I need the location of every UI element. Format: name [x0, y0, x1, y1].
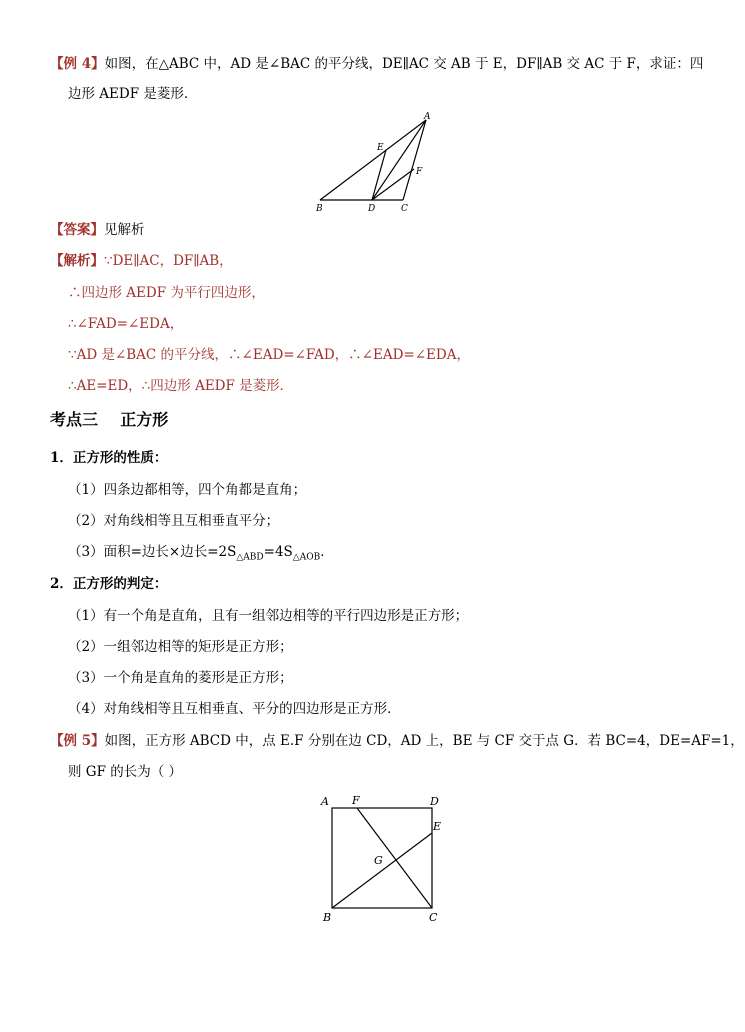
- judgement-3: （3）一个角是直角的菱形是正方形；: [68, 670, 293, 686]
- property-1: （1）四条边都相等，四个角都是直角；: [68, 482, 307, 498]
- example-4-line-1: [50, 54, 703, 74]
- answer-tag: 【答案】: [50, 222, 104, 238]
- section-title: 考点三 正方形: [50, 410, 169, 429]
- analysis-line-2: ∴四边形 AEDF 为平行四边形，: [68, 285, 265, 301]
- label-f: F: [416, 167, 423, 177]
- property-3-end: ．: [320, 544, 334, 560]
- example-5-line-1: [50, 731, 744, 751]
- answer-line: [50, 220, 145, 240]
- analysis-line-3: ∴∠FAD=∠EDA，: [68, 316, 184, 332]
- analysis-line-4: ∵AD 是∠BAC 的平分线，∴∠EAD=∠FAD，∴∠EAD=∠EDA，: [68, 347, 470, 363]
- label-f: F: [352, 794, 360, 807]
- properties-heading: 1．正方形的性质：: [50, 450, 168, 466]
- example-5-text-1: 如图，正方形 ABCD 中，点 E.F 分别在边 CD，AD 上，BE 与 CF 交于点 G．若 BC=4，DE=AF=1，: [104, 733, 744, 749]
- example-4-tag: 【例 4】: [50, 56, 105, 72]
- property-2: （2）对角线相等且互相垂直平分；: [68, 513, 280, 529]
- label-b: B: [323, 911, 332, 924]
- label-e: E: [433, 820, 442, 833]
- property-3-pre: （3）面积=边长×边长=2S: [68, 544, 237, 560]
- analysis-text-1: ∵DE∥AC，DF∥AB，: [104, 253, 233, 269]
- triangle-figure: [310, 108, 440, 218]
- property-3-mid: =4S: [263, 544, 293, 560]
- segment-de: [372, 150, 386, 200]
- segment-cf: [357, 808, 432, 908]
- label-c: C: [429, 911, 438, 924]
- label-c: C: [401, 204, 408, 214]
- judgement-4: （4）对角线相等且互相垂直、平分的四边形是正方形．: [68, 701, 401, 717]
- answer-text: 见解析: [104, 222, 145, 238]
- judgement-heading: 2．正方形的判定：: [50, 576, 168, 592]
- property-3-sub-abd: △ABD: [236, 552, 264, 563]
- example-5-line-2: 则 GF 的长为（ ）: [68, 764, 183, 780]
- analysis-tag: 【解析】: [50, 253, 104, 269]
- property-3: [68, 542, 334, 568]
- label-e: E: [377, 143, 384, 153]
- analysis-line-1: [50, 251, 233, 271]
- label-b: B: [316, 204, 323, 214]
- analysis-line-5: ∴AE=ED，∴四边形 AEDF 是菱形．: [68, 378, 294, 394]
- example-4-line-2: [68, 84, 197, 104]
- label-d: D: [368, 204, 376, 214]
- property-3-sub-aob: △AOB: [292, 552, 321, 563]
- segment-be: [332, 833, 432, 908]
- label-d: D: [430, 795, 439, 808]
- label-g: G: [374, 854, 383, 867]
- segment-ba: [320, 120, 426, 200]
- example-5-tag: 【例 5】: [50, 733, 105, 749]
- judgement-1: （1）有一个角是直角，且有一组邻边相等的平行四边形是正方形；: [68, 608, 469, 624]
- label-a: A: [321, 795, 329, 808]
- label-a: A: [424, 112, 431, 122]
- segment-ad: [372, 120, 426, 200]
- example-4-text-2: 边形 AEDF 是菱形．: [68, 86, 198, 102]
- judgement-2: （2）一组邻边相等的矩形是正方形；: [68, 639, 293, 655]
- example-4-text-1: 如图，在△ABC 中，AD 是∠BAC 的平分线，DE∥AC 交 AB 于 E，DF∥AB 交 AC 于 F，求证：四: [104, 56, 704, 72]
- square-figure: [315, 790, 450, 925]
- segment-ac: [403, 120, 426, 200]
